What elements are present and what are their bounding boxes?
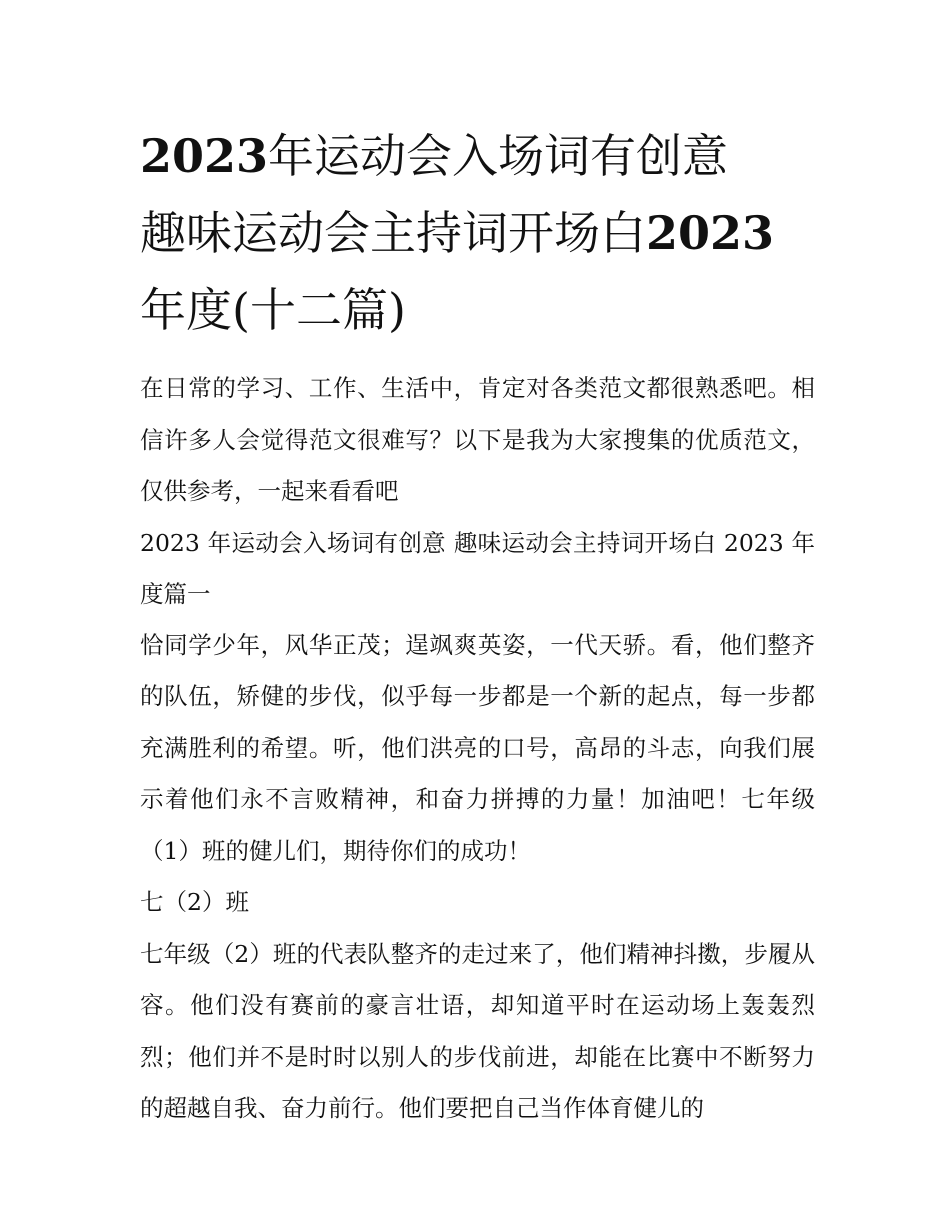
intro-paragraph: 在日常的学习、工作、生活中，肯定对各类范文都很熟悉吧。相信许多人会觉得范文很难写？以下是我为大家搜集的优质范文，仅供参考，一起来看看吧 (140, 374, 815, 505)
body-paragraph: 恰同学少年，风华正茂；逞飒爽英姿，一代天骄。看，他们整齐的队伍，矫健的步伐，似乎每一步都是一个新的起点，每一步都充满胜利的希望。听，他们洪亮的口号，高昂的斗志，向我们展示着他们永不言败精神，和奋力拼搏的力量！加油吧！七年级（1）班的健儿们，期待你们的成功！ (140, 630, 815, 865)
document-title (140, 118, 815, 349)
title-line-1 (140, 118, 815, 195)
title-year: 2023 (140, 129, 269, 183)
document-page (140, 118, 815, 1135)
title-line-3 (140, 272, 815, 349)
class-label: 七（2）班 (140, 888, 249, 916)
body-paragraph: 七年级（2）班的代表队整齐的走过来了，他们精神抖擞，步履从容。他们没有赛前的豪言壮语，却知道平时在运动场上轰轰烈烈；他们并不是时时以别人的步伐前进，却能在比赛中不断努力的超越自我、奋力前行。他们要把自己当作体育健儿的 (140, 939, 815, 1122)
section-heading: 2023 年运动会入场词有创意 趣味运动会主持词开场白 2023 年度篇一 (140, 528, 815, 608)
title-year: 2023 (646, 206, 775, 260)
title-text: 趣味运动会主持词开场白 (140, 206, 646, 260)
title-text: 年运动会入场词有创意 (268, 129, 729, 183)
title-line-2 (140, 195, 815, 272)
title-text: 年度(十二篇) (140, 283, 406, 337)
